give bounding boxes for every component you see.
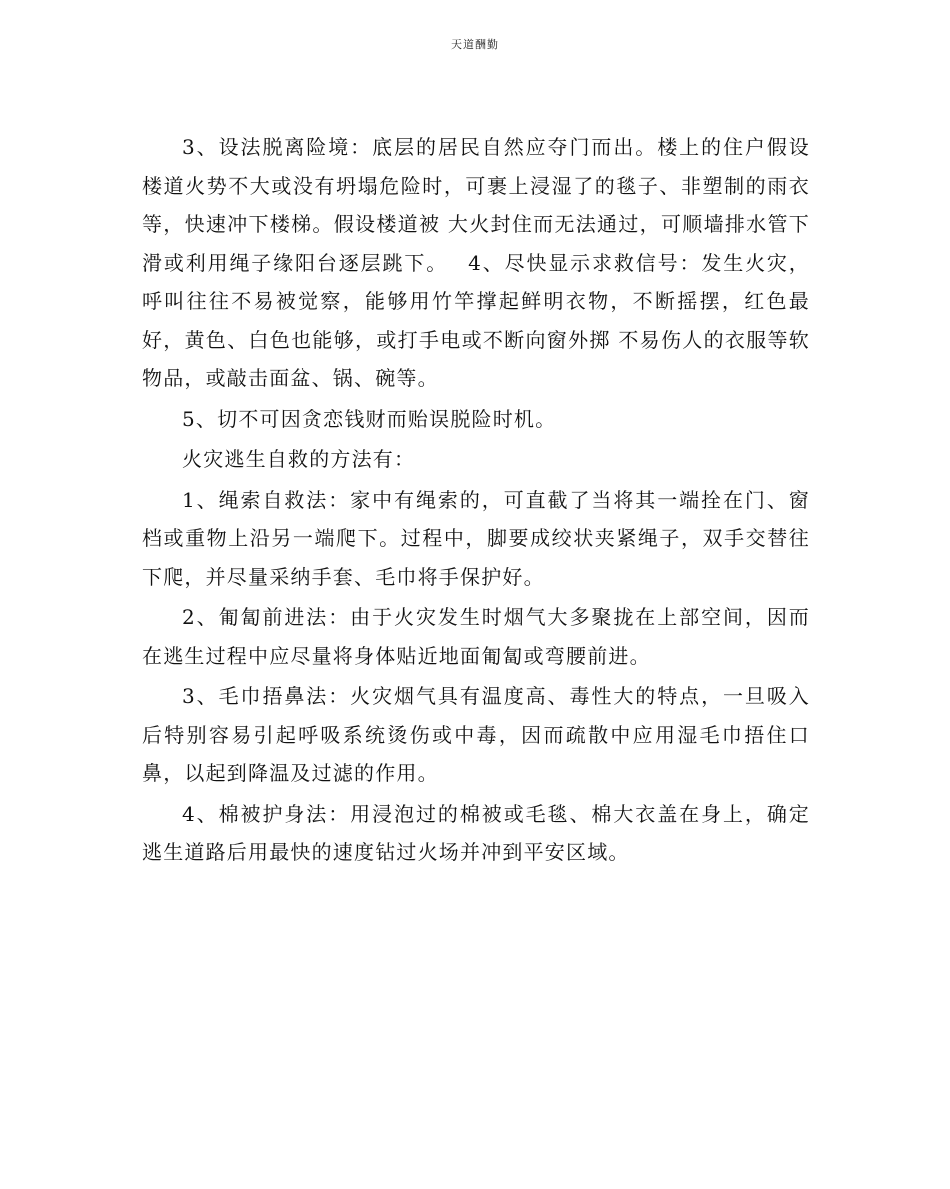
- page-header: 天道酬勤: [451, 38, 499, 51]
- paragraph-quilt-method: 4、棉被护身法：用浸泡过的棉被或毛毯、棉大衣盖在身上，确定逃生道路后用最快的速度钻过火场并冲到平安区域。: [142, 801, 810, 864]
- paragraph-crawl-method: 2、匍匐前进法：由于火灾发生时烟气大多聚拢在上部空间，因而在逃生过程中应尽量将身体贴近地面匍匐或弯腰前进。: [142, 605, 810, 668]
- paragraph-no-greed: 5、切不可因贪恋钱财而贻误脱险时机。: [182, 406, 557, 431]
- document-body: [142, 128, 810, 874]
- paragraph-methods-heading: 火灾逃生自救的方法有：: [182, 447, 416, 471]
- paragraph-rope-method: 1、绳索自救法：家中有绳索的，可直截了当将其一端拴在门、窗档或重物上沿另一端爬下。过程中，脚要成绞状夹紧绳子，双手交替往下爬，并尽量采纳手套、毛巾将手保护好。: [142, 487, 810, 589]
- paragraph-towel-method: 3、毛巾捂鼻法：火灾烟气具有温度高、毒性大的特点，一旦吸入后特别容易引起呼吸系统烫伤或中毒，因而疏散中应用湿毛巾捂住口鼻，以起到降温及过滤的作用。: [142, 684, 810, 785]
- paragraph-escape-danger: 3、设法脱离险境：底层的居民自然应夺门而出。楼上的住户假设楼道火势不大或没有坍塌危险时，可裹上浸湿了的毯子、非塑制的雨衣等，快速冲下楼梯。假设楼道被 大火封住而无法通过，可顺墙排水管下滑或利用绳子缘阳台逐层跳下。 4、尽快显示求救信号：发生火灾，呼叫往往不易被觉察，能够用竹竿撑起鲜明衣物，不断摇摆，红色最好，黄色、白色也能够，或打手电或不断向窗外掷 不易伤人的衣服等软物品，或敲击面盆、锅、碗等。: [142, 135, 810, 390]
